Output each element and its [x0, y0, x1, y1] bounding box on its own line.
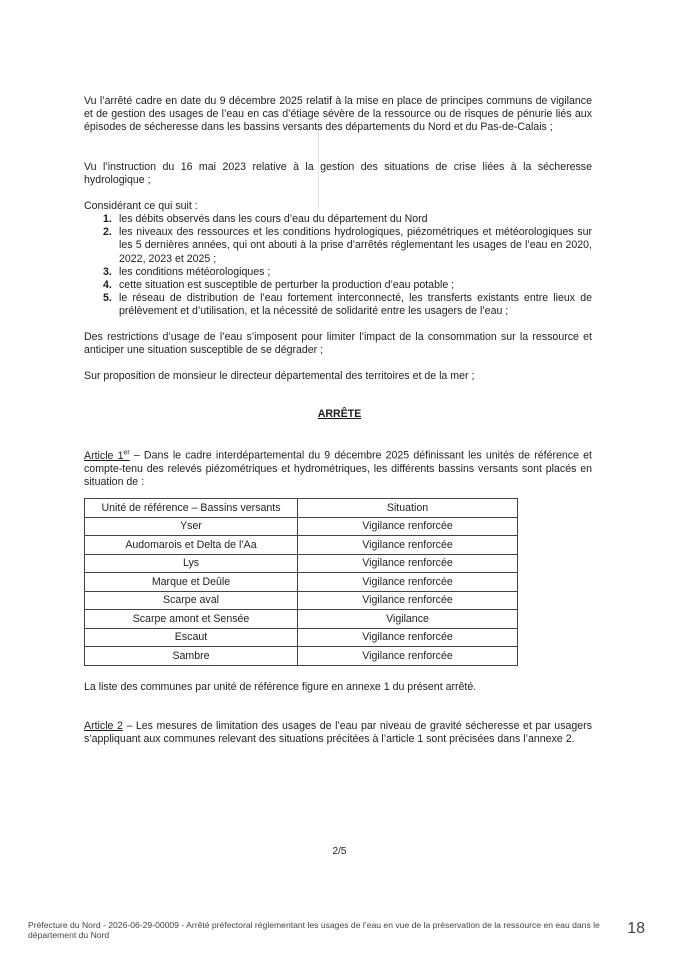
list-item — [101, 226, 592, 266]
header-bassins: Unité de référence – Bassins versants — [85, 499, 298, 518]
vu-instruction: Vu l’instruction du 16 mai 2023 relative à la gestion des situations de crise liées à la sécheresse hydrologique ; — [84, 161, 592, 187]
annex-note: La liste des communes par unité de référence figure en annexe 1 du présent arrêté. — [84, 681, 477, 693]
article-2-text: – Les mesures de limitation des usages de l’eau par niveau de gravité sécheresse et par usagers s’appliquant aux communes relevant des situations précitées à l’article 1 sont précisées dans l’annexe 2. — [84, 720, 592, 746]
cell-bassin: Yser — [85, 517, 298, 536]
cell-situation: Vigilance — [298, 610, 518, 629]
cell-situation: Vigilance renforcée — [298, 517, 518, 536]
table-row — [85, 573, 518, 592]
cell-bassin: Audomarois et Delta de l’Aa — [85, 536, 298, 555]
item-text: les niveaux des ressources et les conditions hydrologiques, piézométriques et météorologiques sur les 5 dernières années, qui ont abouti à la prise d’arrêtés réglementant les usages de l’eau en 2020, 2022, 2023 et 2025 ; — [119, 226, 592, 265]
list-item — [101, 292, 592, 318]
article-1-sup: er — [123, 449, 130, 456]
considerant-list — [101, 213, 592, 319]
item-text: cette situation est susceptible de perturber la production d’eau potable ; — [119, 279, 455, 292]
item-number: 4. — [103, 279, 112, 292]
cell-bassin: Marque et Deûle — [85, 573, 298, 592]
cell-situation: Vigilance renforcée — [298, 591, 518, 610]
table-row — [85, 647, 518, 666]
list-item — [101, 213, 592, 226]
cell-bassin: Sambre — [85, 647, 298, 666]
article-1-label-text: Article 1 — [84, 449, 124, 462]
header-situation: Situation — [298, 499, 518, 518]
cell-situation: Vigilance renforcée — [298, 554, 518, 573]
item-text: les débits observés dans les cours d’eau du département du Nord — [119, 213, 428, 225]
table-row — [85, 554, 518, 573]
article-1 — [84, 446, 592, 489]
page-number: 2/5 — [332, 846, 347, 857]
situation-table — [84, 498, 518, 666]
cell-situation: Vigilance renforcée — [298, 647, 518, 666]
item-text: le réseau de distribution de l’eau fortement interconnecté, les transferts existants entre lieux de prélèvement et d’utilisation, et la nécessité de solidarité entre les usagers de l’eau ; — [119, 292, 592, 318]
vu-arrete-cadre: Vu l’arrêté cadre en date du 9 décembre 2025 relatif à la mise en place de principes communs de vigilance et de gestion des usages de l’eau en cas d’étiage sévère de la ressource ou de risques de pénurie liés aux épisodes de sécheresse dans les bassins versants des départements du Nord et du Pas-de-Calais ; — [84, 95, 592, 134]
cell-bassin: Lys — [85, 554, 298, 573]
item-number: 5. — [103, 292, 112, 305]
footer-text: Préfecture du Nord - 2026-06-29-00009 - Arrêté préfectoral réglementant les usages de l’eau en vue de la préservation de la ressource en eau dans le département du Nord — [28, 920, 600, 941]
considerant-intro: Considérant ce qui suit : — [84, 200, 198, 212]
proposition-paragraph: Sur proposition de monsieur le directeur départemental des territoires et de la mer ; — [84, 370, 475, 382]
table-row — [85, 610, 518, 629]
cell-bassin: Escaut — [85, 628, 298, 647]
article-1-text: – Dans le cadre interdépartemental du 9 décembre 2025 définissant les unités de référence et compte-tenu des relevés piézométriques et hydrométriques, les différents bassins versants sont placés en situation de : — [84, 449, 592, 488]
restrictions-paragraph: Des restrictions d’usage de l’eau s’imposent pour limiter l’impact de la consommation sur la ressource et anticiper une situation susceptible de se dégrader ; — [84, 331, 592, 357]
list-item — [101, 279, 592, 292]
article-2 — [84, 720, 592, 746]
cell-situation: Vigilance renforcée — [298, 536, 518, 555]
item-number: 2. — [103, 226, 112, 239]
table-header-row — [85, 499, 518, 518]
article-1-label — [84, 450, 130, 462]
item-text: les conditions météorologiques ; — [119, 265, 271, 278]
cell-bassin: Scarpe amont et Sensée — [85, 610, 298, 629]
list-item — [101, 266, 592, 279]
article-2-label: Article 2 — [84, 720, 123, 732]
item-number: 3. — [103, 265, 112, 278]
arrete-heading: ARRÊTE — [317, 408, 362, 420]
item-number: 1. — [103, 213, 112, 225]
table-row — [85, 536, 518, 555]
cell-situation: Vigilance renforcée — [298, 628, 518, 647]
cell-situation: Vigilance renforcée — [298, 573, 518, 592]
table-row — [85, 628, 518, 647]
sheet-number: 18 — [627, 920, 645, 937]
cell-bassin: Scarpe aval — [85, 591, 298, 610]
table-row — [85, 517, 518, 536]
table-row — [85, 591, 518, 610]
